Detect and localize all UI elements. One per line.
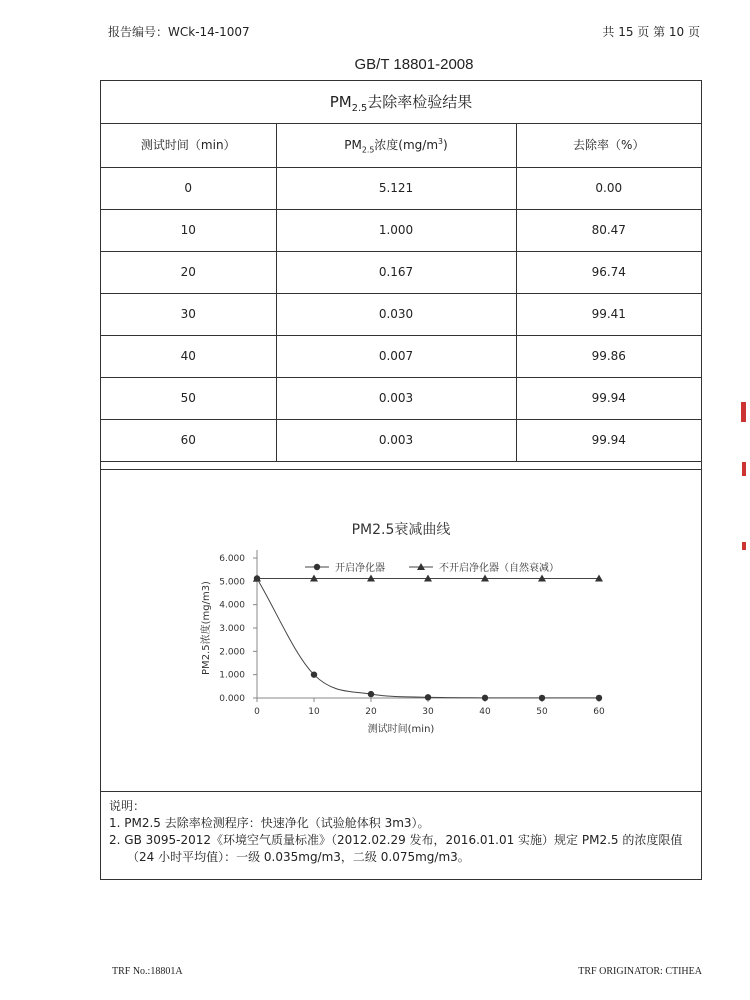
- series-purifier-on-point: [425, 694, 431, 700]
- cell-conc: 0.030: [276, 293, 516, 335]
- cell-conc: 0.003: [276, 377, 516, 419]
- series-purifier-on-point: [368, 691, 374, 697]
- table-row: [101, 335, 701, 377]
- cell-time: 50: [101, 377, 276, 419]
- header-concentration: $PM_{2.5}$浓度$(mg/m^3)$: [276, 123, 516, 167]
- scan-mark: [742, 542, 746, 550]
- cell-rate: 0.00: [516, 167, 701, 209]
- series-purifier-on-point: [596, 695, 602, 701]
- report-number: 报告编号：WCk-14-1007: [108, 25, 250, 39]
- cell-rate: 96.74: [516, 251, 701, 293]
- y-tick-label: 0.000: [219, 694, 245, 704]
- table-row: [101, 251, 701, 293]
- header-removal-rate: 去除率（%）: [516, 123, 701, 167]
- series-purifier-on-point: [311, 671, 317, 677]
- table-row: [101, 377, 701, 419]
- x-tick-label: 50: [536, 707, 548, 717]
- table-row: [101, 419, 701, 461]
- series-purifier-on-point: [254, 575, 260, 581]
- results-table: [101, 123, 701, 462]
- cell-time: 40: [101, 335, 276, 377]
- standard-code: GB/T 18801-2008: [354, 56, 474, 73]
- chart-title: PM2.5衰减曲线: [351, 522, 451, 538]
- cell-time: 20: [101, 251, 276, 293]
- section-title: $PM_{2.5}$去除率检验结果: [101, 81, 701, 124]
- decay-chart-svg: [101, 470, 701, 792]
- cell-time: 10: [101, 209, 276, 251]
- cell-conc: 1.000: [276, 209, 516, 251]
- x-tick-label: 10: [308, 707, 320, 717]
- legend-purifier-on-label: 开启净化器: [335, 563, 385, 574]
- cell-conc: 0.003: [276, 419, 516, 461]
- y-tick-label: 1.000: [219, 670, 245, 681]
- notes: [101, 791, 701, 879]
- note-item-1: 1. PM2.5 去除率检测程序：快速净化（试验舱体积 3m3）。: [109, 816, 430, 830]
- table-header-row: [101, 123, 701, 167]
- cell-rate: 99.94: [516, 419, 701, 461]
- cell-time: 60: [101, 419, 276, 461]
- y-tick-label: 6.000: [219, 554, 245, 564]
- footer-trf-number: TRF No.:18801A: [112, 966, 183, 977]
- table-row: [101, 293, 701, 335]
- cell-rate: 99.94: [516, 377, 701, 419]
- cell-conc: 5.121: [276, 167, 516, 209]
- cell-rate: 99.86: [516, 335, 701, 377]
- x-tick-label: 20: [365, 707, 377, 717]
- x-tick-label: 30: [422, 707, 434, 717]
- footer-originator: TRF ORIGINATOR: CTIHEA: [578, 966, 702, 977]
- cell-rate: 80.47: [516, 209, 701, 251]
- x-axis-label: 测试时间(min): [367, 724, 435, 735]
- series-purifier-on-point: [482, 695, 488, 701]
- note-item-2-cont: （24 小时平均值）：一级 0.035mg/m3，二级 0.075mg/m3。: [127, 850, 470, 864]
- table-row: [101, 209, 701, 251]
- cell-conc: 0.167: [276, 251, 516, 293]
- cell-rate: 99.41: [516, 293, 701, 335]
- note-item-2: 2. GB 3095-2012《环境空气质量标准》（2012.02.29 发布，2016.01.01 实施）规定 PM2.5 的浓度限值: [109, 833, 683, 847]
- y-tick-label: 5.000: [219, 577, 245, 588]
- series-purifier-on-line: [257, 579, 599, 698]
- legend-natural-decay-label: 不开启净化器（自然衰减）: [439, 563, 559, 574]
- report-frame: [100, 80, 702, 880]
- scan-mark: [741, 402, 746, 422]
- page-counter: 共 15 页 第 10 页: [602, 25, 700, 39]
- y-axis-label: PM2.5浓度(mg/m3): [201, 581, 212, 675]
- decay-chart: [101, 469, 701, 792]
- x-tick-label: 40: [479, 707, 491, 717]
- notes-heading: 说明：: [109, 799, 146, 813]
- x-tick-label: 0: [254, 707, 260, 717]
- y-tick-label: 4.000: [219, 600, 245, 611]
- header-time: 测试时间（min）: [101, 123, 276, 167]
- y-tick-label: 2.000: [219, 647, 245, 658]
- cell-conc: 0.007: [276, 335, 516, 377]
- cell-time: 30: [101, 293, 276, 335]
- y-tick-label: 3.000: [219, 624, 245, 634]
- legend-purifier-on-marker: [314, 564, 320, 570]
- x-tick-label: 60: [593, 707, 605, 717]
- scan-mark: [742, 462, 746, 476]
- cell-time: 0: [101, 167, 276, 209]
- series-purifier-on-point: [539, 695, 545, 701]
- table-row: [101, 167, 701, 209]
